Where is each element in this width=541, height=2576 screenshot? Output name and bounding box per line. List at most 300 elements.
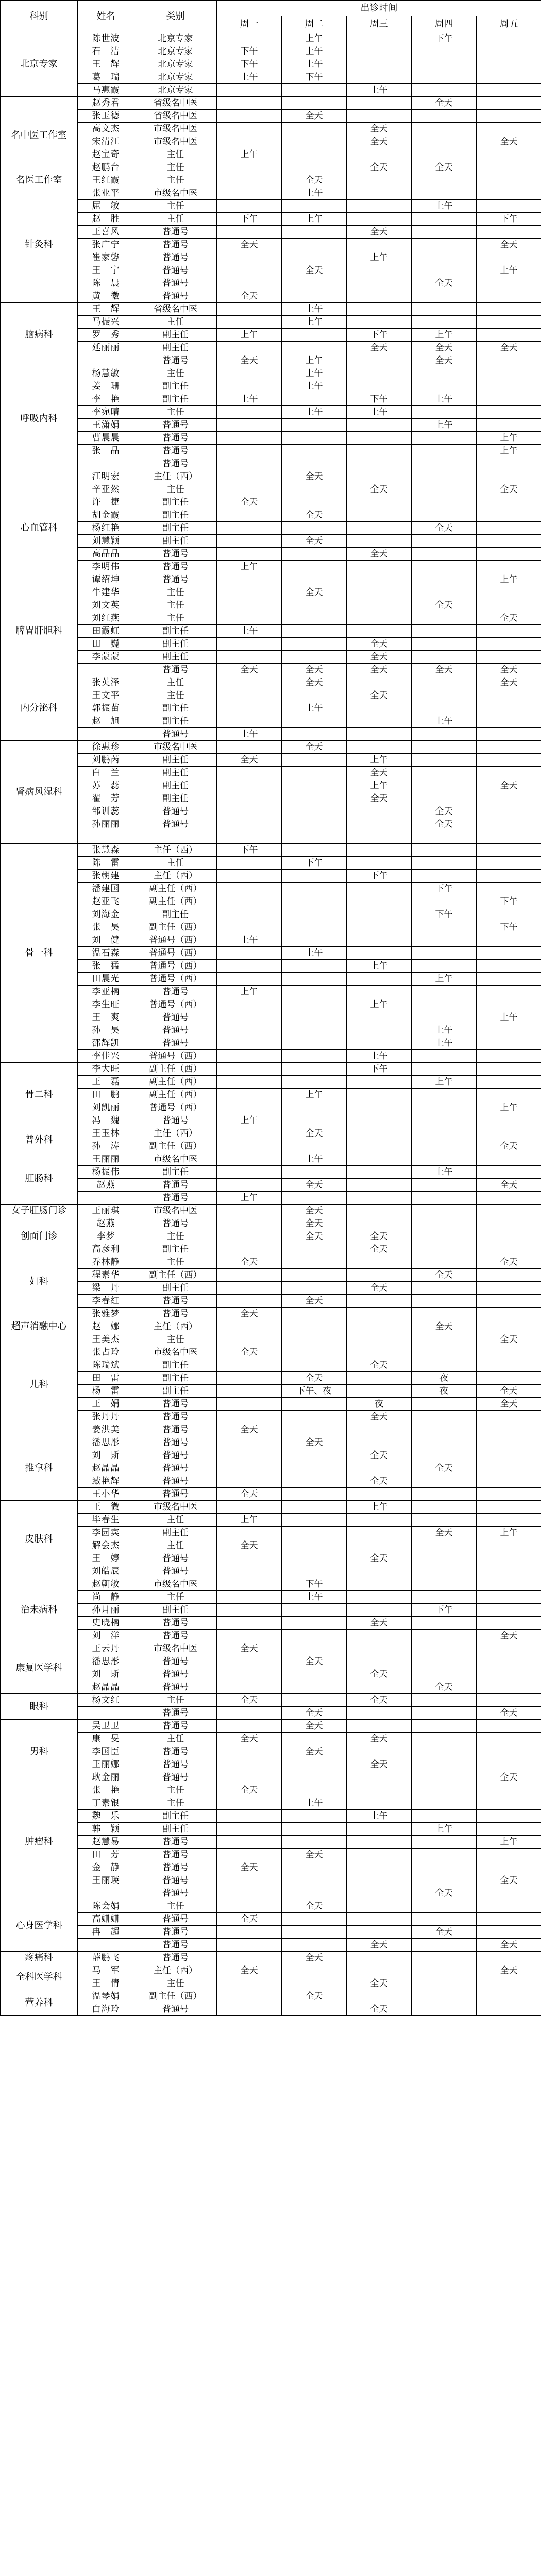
schedule-cell (347, 1114, 412, 1127)
schedule-cell (217, 973, 282, 986)
doctor-type-cell: 主任 (134, 367, 217, 380)
table-row (1, 470, 541, 483)
schedule-cell (282, 251, 347, 264)
doctor-name-cell: 谭绍坤 (78, 573, 134, 586)
schedule-cell (412, 1964, 477, 1977)
schedule-cell (282, 651, 347, 664)
schedule-cell (347, 1024, 412, 1037)
header-name: 姓名 (78, 1, 134, 32)
header-row-1 (1, 1, 541, 16)
doctor-name-cell: 王 磊 (78, 1076, 134, 1089)
schedule-cell (412, 148, 477, 161)
schedule-cell: 全天 (477, 135, 541, 148)
schedule-cell (477, 1926, 541, 1939)
schedule-cell (217, 470, 282, 483)
schedule-cell (477, 767, 541, 779)
schedule-cell (412, 496, 477, 509)
doctor-type-cell: 普通号 (134, 818, 217, 831)
schedule-cell (282, 883, 347, 895)
schedule-cell (282, 522, 347, 535)
schedule-cell (282, 1462, 347, 1475)
schedule-cell: 全天 (477, 1707, 541, 1720)
doctor-type-cell: 普通号 (134, 1565, 217, 1578)
doctor-type-cell: 市级名中医 (134, 1578, 217, 1591)
table-row (1, 1101, 541, 1114)
schedule-cell: 全天 (412, 805, 477, 818)
schedule-cell (217, 1050, 282, 1063)
department-cell: 内分泌科 (1, 676, 78, 741)
schedule-cell (477, 380, 541, 393)
schedule-cell (477, 1308, 541, 1320)
schedule-cell (217, 1617, 282, 1630)
doctor-name-cell: 赵 旭 (78, 715, 134, 728)
schedule-cell (477, 651, 541, 664)
doctor-name-cell: 张占玲 (78, 1346, 134, 1359)
doctor-type-cell: 主任 (134, 1900, 217, 1913)
doctor-type-cell: 北京专家 (134, 58, 217, 71)
schedule-cell (477, 316, 541, 329)
schedule-cell (217, 367, 282, 380)
schedule-cell (412, 612, 477, 625)
schedule-cell (282, 1282, 347, 1295)
schedule-cell (412, 406, 477, 419)
doctor-type-cell: 副主任 (134, 496, 217, 509)
doctor-name-cell: 罗 秀 (78, 329, 134, 342)
doctor-type-cell: 普通号（西） (134, 1050, 217, 1063)
doctor-name-cell: 赵慧易 (78, 1836, 134, 1849)
schedule-cell (412, 1874, 477, 1887)
schedule-cell: 下午 (412, 32, 477, 45)
doctor-type-cell (134, 831, 217, 844)
doctor-type-cell: 副主任 (134, 329, 217, 342)
schedule-cell (412, 676, 477, 689)
schedule-cell (347, 239, 412, 251)
schedule-cell: 全天 (347, 1411, 412, 1423)
schedule-cell (217, 857, 282, 870)
schedule-cell (477, 625, 541, 638)
doctor-name-cell: 张 猛 (78, 960, 134, 973)
schedule-cell: 全天 (347, 1617, 412, 1630)
schedule-cell (347, 741, 412, 754)
doctor-name-cell: 王丽娜 (78, 1758, 134, 1771)
table-row (1, 432, 541, 445)
schedule-cell (217, 380, 282, 393)
schedule-cell (282, 1604, 347, 1617)
schedule-cell (412, 573, 477, 586)
schedule-cell (217, 432, 282, 445)
schedule-cell (477, 174, 541, 187)
table-row (1, 1063, 541, 1076)
doctor-name-cell: 张英泽 (78, 676, 134, 689)
schedule-cell (347, 509, 412, 522)
schedule-cell (347, 445, 412, 457)
schedule-cell: 下午 (347, 393, 412, 406)
schedule-cell (282, 1269, 347, 1282)
schedule-cell (412, 767, 477, 779)
doctor-type-cell: 普通号 (134, 1939, 217, 1952)
table-row (1, 1411, 541, 1423)
schedule-cell (282, 226, 347, 239)
doctor-type-cell: 副主任（西） (134, 1990, 217, 2003)
department-cell: 创面门诊 (1, 1230, 78, 1243)
schedule-cell (412, 934, 477, 947)
schedule-cell: 全天 (217, 1861, 282, 1874)
table-row (1, 805, 541, 818)
table-row (1, 522, 541, 535)
schedule-cell (282, 290, 347, 303)
schedule-cell (217, 1243, 282, 1256)
table-row (1, 1320, 541, 1333)
doctor-name-cell (78, 1192, 134, 1205)
schedule-cell (347, 290, 412, 303)
doctor-type-cell: 普通号 (134, 290, 217, 303)
schedule-cell (477, 367, 541, 380)
table-row (1, 1114, 541, 1127)
schedule-cell: 上午 (217, 934, 282, 947)
schedule-cell (282, 715, 347, 728)
doctor-name-cell: 王小华 (78, 1488, 134, 1501)
schedule-cell (347, 805, 412, 818)
schedule-cell: 全天 (347, 651, 412, 664)
schedule-cell: 上午 (282, 380, 347, 393)
schedule-cell (477, 998, 541, 1011)
schedule-cell (412, 1784, 477, 1797)
schedule-cell (217, 1900, 282, 1913)
schedule-cell (282, 1024, 347, 1037)
schedule-cell (282, 1964, 347, 1977)
schedule-cell: 下午 (282, 71, 347, 84)
schedule-cell (347, 1990, 412, 2003)
table-row (1, 509, 541, 522)
table-row (1, 689, 541, 702)
doctor-type-cell: 普通号 (134, 1874, 217, 1887)
table-row (1, 883, 541, 895)
schedule-cell (412, 1578, 477, 1591)
doctor-type-cell: 普通号 (134, 728, 217, 741)
schedule-cell: 全天 (347, 226, 412, 239)
department-cell: 心身医学科 (1, 1900, 78, 1952)
schedule-cell (477, 715, 541, 728)
doctor-name-cell: 高姗姗 (78, 1913, 134, 1926)
schedule-cell (217, 1205, 282, 1217)
doctor-type-cell: 主任 (134, 1333, 217, 1346)
doctor-name-cell: 王文平 (78, 689, 134, 702)
schedule-cell (217, 1681, 282, 1694)
doctor-type-cell: 主任 (134, 612, 217, 625)
doctor-name-cell (78, 457, 134, 470)
schedule-cell (412, 1539, 477, 1552)
schedule-cell (347, 986, 412, 998)
doctor-type-cell: 副主任 (134, 522, 217, 535)
doctor-name-cell: 邵辉凯 (78, 1037, 134, 1050)
schedule-cell: 全天 (412, 1320, 477, 1333)
table-row (1, 599, 541, 612)
doctor-name-cell: 臧艳辉 (78, 1475, 134, 1488)
doctor-name-cell: 王玉林 (78, 1127, 134, 1140)
doctor-type-cell: 主任 (134, 1256, 217, 1269)
schedule-cell (217, 612, 282, 625)
table-row (1, 612, 541, 625)
schedule-cell: 全天 (347, 1475, 412, 1488)
header-time: 出诊时间 (217, 1, 541, 16)
doctor-name-cell: 赵 胜 (78, 213, 134, 226)
schedule-cell (412, 303, 477, 316)
schedule-cell (412, 1514, 477, 1527)
schedule-cell (217, 548, 282, 561)
schedule-cell: 全天 (217, 239, 282, 251)
schedule-cell (412, 1282, 477, 1295)
schedule-cell (217, 831, 282, 844)
schedule-cell: 全天 (477, 1630, 541, 1642)
doctor-name-cell: 李园宾 (78, 1527, 134, 1539)
schedule-cell (412, 316, 477, 329)
doctor-type-cell: 副主任（西） (134, 1063, 217, 1076)
department-cell: 眼科 (1, 1694, 78, 1720)
doctor-type-cell: 主任 (134, 316, 217, 329)
department-cell: 疼痛科 (1, 1952, 78, 1964)
schedule-cell: 全天 (217, 496, 282, 509)
table-row (1, 1282, 541, 1295)
schedule-cell (412, 1359, 477, 1372)
table-row (1, 1952, 541, 1964)
schedule-cell: 下午 (347, 329, 412, 342)
doctor-name-cell (78, 1939, 134, 1952)
schedule-cell (347, 1205, 412, 1217)
schedule-cell: 全天 (347, 1243, 412, 1256)
doctor-name-cell: 张朝建 (78, 870, 134, 883)
schedule-cell (347, 947, 412, 960)
doctor-type-cell: 主任 (134, 148, 217, 161)
schedule-cell (217, 947, 282, 960)
doctor-name-cell: 孙丽丽 (78, 818, 134, 831)
doctor-name-cell: 陈会娟 (78, 1900, 134, 1913)
schedule-cell (477, 123, 541, 135)
schedule-cell (347, 1462, 412, 1475)
schedule-cell: 下午 (412, 883, 477, 895)
schedule-cell (282, 2003, 347, 2016)
schedule-cell (282, 1359, 347, 1372)
schedule-cell (282, 870, 347, 883)
schedule-cell (217, 1952, 282, 1964)
schedule-cell (217, 1449, 282, 1462)
table-row (1, 1900, 541, 1913)
schedule-cell (477, 986, 541, 998)
header-dept: 科别 (1, 1, 78, 32)
schedule-cell (477, 1192, 541, 1205)
schedule-cell (347, 1655, 412, 1668)
schedule-cell (412, 779, 477, 792)
doctor-type-cell: 市级名中医 (134, 1501, 217, 1514)
schedule-cell (477, 1758, 541, 1771)
schedule-cell (347, 1166, 412, 1179)
schedule-cell: 上午 (217, 329, 282, 342)
schedule-cell (477, 1604, 541, 1617)
doctor-name-cell: 赵朝敏 (78, 1578, 134, 1591)
schedule-cell (217, 135, 282, 148)
schedule-cell (282, 1784, 347, 1797)
schedule-cell (477, 1089, 541, 1101)
schedule-cell: 上午 (347, 1810, 412, 1823)
schedule-cell (347, 1591, 412, 1604)
department-cell: 普外科 (1, 1127, 78, 1153)
doctor-name-cell: 赵鹏台 (78, 161, 134, 174)
schedule-cell: 上午 (412, 1166, 477, 1179)
doctor-name-cell: 陈世波 (78, 32, 134, 45)
schedule-cell: 全天 (347, 1230, 412, 1243)
schedule-cell (282, 342, 347, 354)
department-cell: 肾病风湿科 (1, 741, 78, 844)
table-row (1, 1707, 541, 1720)
schedule-cell (412, 1101, 477, 1114)
schedule-cell (347, 316, 412, 329)
schedule-cell (282, 1256, 347, 1269)
table-row (1, 1539, 541, 1552)
department-cell: 推拿科 (1, 1436, 78, 1501)
schedule-cell (477, 1745, 541, 1758)
schedule-cell: 全天 (347, 1359, 412, 1372)
schedule-cell (412, 1295, 477, 1308)
schedule-cell (217, 303, 282, 316)
schedule-cell (477, 1642, 541, 1655)
schedule-cell (477, 200, 541, 213)
schedule-cell (217, 1217, 282, 1230)
schedule-cell: 全天 (412, 818, 477, 831)
schedule-cell (412, 895, 477, 908)
schedule-cell (412, 1990, 477, 2003)
table-row (1, 1771, 541, 1784)
schedule-cell (477, 638, 541, 651)
doctor-type-cell: 普通号 (134, 664, 217, 676)
schedule-cell (477, 470, 541, 483)
doctor-type-cell: 副主任 (134, 1810, 217, 1823)
schedule-cell (412, 1011, 477, 1024)
schedule-cell: 全天 (282, 664, 347, 676)
doctor-type-cell: 主任 (134, 483, 217, 496)
doctor-name-cell: 李亚楠 (78, 986, 134, 998)
doctor-type-cell: 副主任 (134, 651, 217, 664)
schedule-cell (282, 818, 347, 831)
table-row (1, 213, 541, 226)
schedule-cell: 上午 (217, 1514, 282, 1527)
table-row (1, 1591, 541, 1604)
schedule-cell (282, 1101, 347, 1114)
table-row (1, 535, 541, 548)
schedule-cell (282, 1114, 347, 1127)
schedule-cell (477, 71, 541, 84)
schedule-cell (412, 1488, 477, 1501)
table-row (1, 1501, 541, 1514)
schedule-cell (477, 1501, 541, 1514)
doctor-name-cell: 张 昊 (78, 921, 134, 934)
schedule-cell (412, 1720, 477, 1733)
doctor-name-cell: 苏 蕊 (78, 779, 134, 792)
schedule-cell: 全天 (217, 1964, 282, 1977)
table-row (1, 1436, 541, 1449)
schedule-cell: 全天 (477, 483, 541, 496)
schedule-cell (217, 715, 282, 728)
schedule-cell (282, 1810, 347, 1823)
doctor-type-cell: 主任（西） (134, 1320, 217, 1333)
schedule-cell (347, 71, 412, 84)
doctor-type-cell: 主任（西） (134, 1127, 217, 1140)
schedule-cell: 全天 (282, 1205, 347, 1217)
schedule-cell (217, 908, 282, 921)
table-row (1, 2003, 541, 2016)
schedule-cell: 上午 (217, 561, 282, 573)
schedule-cell (477, 831, 541, 844)
header-type: 类别 (134, 1, 217, 32)
doctor-name-cell: 陈 雷 (78, 857, 134, 870)
schedule-cell (217, 1874, 282, 1887)
schedule-cell (412, 1346, 477, 1359)
table-row (1, 573, 541, 586)
schedule-cell (217, 1282, 282, 1295)
schedule-cell (477, 1617, 541, 1630)
schedule-cell: 上午 (412, 1037, 477, 1050)
schedule-cell (412, 1398, 477, 1411)
doctor-type-cell: 主任（西） (134, 470, 217, 483)
schedule-cell (282, 1514, 347, 1527)
schedule-cell (412, 960, 477, 973)
doctor-type-cell: 普通号 (134, 1024, 217, 1037)
schedule-cell (347, 1681, 412, 1694)
schedule-cell: 全天 (412, 354, 477, 367)
schedule-cell (477, 1913, 541, 1926)
doctor-name-cell: 解会杰 (78, 1539, 134, 1552)
schedule-cell (412, 45, 477, 58)
doctor-type-cell: 普通号 (134, 1552, 217, 1565)
schedule-cell: 上午 (217, 625, 282, 638)
schedule-cell (412, 1707, 477, 1720)
schedule-cell (477, 1861, 541, 1874)
doctor-name-cell: 刘皓辰 (78, 1565, 134, 1578)
schedule-cell (412, 638, 477, 651)
schedule-cell (347, 1333, 412, 1346)
table-row (1, 1243, 541, 1256)
schedule-cell (477, 1475, 541, 1488)
schedule-cell (347, 277, 412, 290)
schedule-cell (282, 1758, 347, 1771)
schedule-cell: 全天 (477, 1939, 541, 1952)
schedule-cell: 上午 (282, 45, 347, 58)
table-row (1, 561, 541, 573)
doctor-name-cell: 丁素银 (78, 1797, 134, 1810)
doctor-name-cell: 刘 洋 (78, 1630, 134, 1642)
schedule-cell (217, 342, 282, 354)
doctor-name-cell: 葛 瑞 (78, 71, 134, 84)
schedule-cell: 全天 (217, 1308, 282, 1320)
schedule-cell (347, 715, 412, 728)
schedule-cell (477, 883, 541, 895)
table-row (1, 1797, 541, 1810)
schedule-cell: 全天 (217, 1423, 282, 1436)
schedule-cell (282, 1913, 347, 1926)
schedule-cell (217, 1475, 282, 1488)
schedule-cell (347, 432, 412, 445)
schedule-cell: 全天 (282, 1436, 347, 1449)
schedule-cell (282, 831, 347, 844)
schedule-cell (217, 767, 282, 779)
schedule-cell (217, 1591, 282, 1604)
doctor-name-cell: 李国臣 (78, 1745, 134, 1758)
schedule-cell: 上午 (412, 1076, 477, 1089)
schedule-cell: 全天 (347, 1282, 412, 1295)
schedule-cell (217, 1836, 282, 1849)
schedule-cell: 全天 (347, 664, 412, 676)
schedule-cell (412, 213, 477, 226)
schedule-cell (412, 998, 477, 1011)
doctor-type-cell: 主任 (134, 857, 217, 870)
